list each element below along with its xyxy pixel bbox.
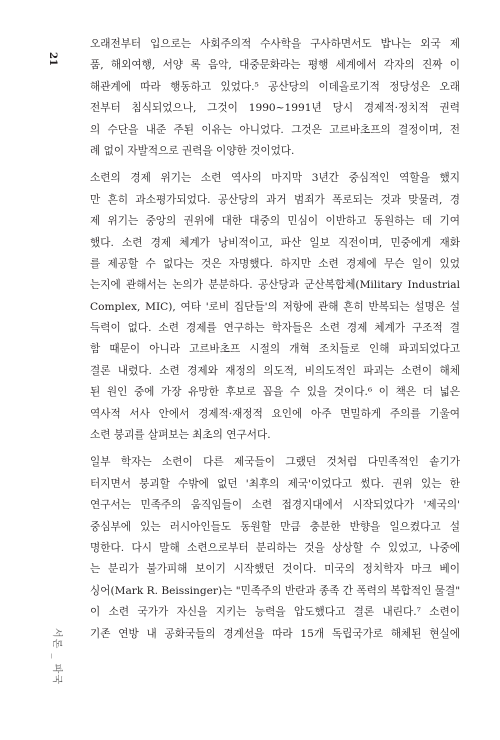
text-line: 싱어(Mark R. Beissinger)는 "민족주의 반란과 종족 간 폭력의 복합적인 물결"	[90, 584, 460, 597]
text-line: 결론 내렸다. 소련 경제와 재정의 의도적, 비의도적인 파괴는 소련이 해체	[90, 364, 460, 377]
text-line: 소련의 경제 위기는 소련 역사의 마지막 3년간 중심적인 역할을 했지	[90, 172, 460, 185]
text-line: 해관계에 따라 행동하고 있었다.⁵ 공산당의 이데올로기적 정당성은 오래	[90, 80, 460, 93]
text-line: 의 수단을 내준 주된 이유는 아니었다. 그것은 고르바초프의 결정이며, 전	[90, 123, 460, 136]
text-line: 일부 학자는 소련이 다른 제국들이 그랬던 것처럼 다민족적인 솥기가	[90, 456, 460, 469]
text-line: 기존 연방 내 공화국들의 경계선을 따라 15개 독립국가로 해체된 현실에	[90, 627, 460, 640]
body-text	[90, 34, 460, 645]
text-line: 득력이 없다. 소련 경제를 연구하는 학자들은 소련 경제 체계가 구조적 결	[90, 322, 460, 335]
paragraph-1	[90, 34, 460, 162]
text-line: 제 위기는 중앙의 권위에 대한 대중의 민심이 이반하고 동원하는 데 기여	[90, 215, 460, 228]
text-line: 연구서는 민족주의 움직임들이 소련 접경지대에서 시작되었다가 '제국의'	[90, 499, 460, 512]
text-line: 중심부에 있는 러시아인들도 동원할 만큼 충분한 반향을 일으켰다고 설	[90, 520, 460, 533]
running-head: 서론 _ 파국	[51, 628, 62, 685]
text-line: 오래전부터 입으로는 사회주의적 수사학을 구사하면서도 밥나는 외국 제	[90, 38, 460, 50]
text-line: 역사적 서사 안에서 경제적·재정적 요인에 아주 면밀하게 주의를 기울여	[90, 407, 460, 420]
text-line: 는지에 관해서는 논의가 분분하다. 공산당과 군산복합체(Military Industrial	[90, 279, 460, 292]
text-line: 례 없이 자발적으로 권력을 이양한 것이었다.	[90, 144, 295, 157]
text-line: 터지면서 붕괴할 수밖에 없던 '최후의 제국'이었다고 썼다. 권위 있는 한	[90, 477, 460, 490]
paragraph-3	[90, 452, 460, 645]
text-line: 만 흔히 과소평가되었다. 공산당의 과거 범죄가 폭로되는 것과 맞물려, 경	[90, 193, 460, 206]
text-line: 함 때문이 아니라 고르바초프 시절의 개혁 조치들로 인해 파괴되었다고	[90, 343, 460, 356]
page-number: 21	[47, 52, 58, 66]
text-line: 품, 해외여행, 서양 록 음악, 대중문화라는 평행 세계에서 각자의 진짜 이	[90, 59, 460, 72]
text-line: 전부터 침식되었으나, 그것이 1990~1991년 당시 경제적·정치적 권력	[90, 102, 460, 115]
text-line: 소련 붕괴를 살펴보는 최초의 연구서다.	[90, 429, 271, 442]
text-line: 는 분리가 불가피해 보이기 시작했던 것이다. 미국의 정치학자 마크 베이	[90, 563, 460, 576]
text-line: 이 소련 국가가 자신을 지키는 능력을 압도했다고 결론 내린다.⁷ 소련이	[90, 606, 460, 619]
text-line: 를 제공할 수 없다는 것은 자명했다. 하지만 소련 경제에 무슨 일이 있었	[90, 257, 460, 270]
text-line: 명한다. 다시 말해 소련으로부터 분리하는 것을 상상할 수 있었고, 나중에	[90, 541, 460, 554]
text-line: Complex, MIC), 여타 '로비 집단들'의 저항에 관해 흔히 반복되는 설명은 설	[90, 300, 460, 313]
text-line: 된 원인 중에 가장 유망한 후보로 꼽을 수 있을 것이다.⁶ 이 책은 더 넓은	[90, 386, 460, 399]
paragraph-2	[90, 168, 460, 446]
text-line: 했다. 소련 경제 체계가 낭비적이고, 파산 일보 직전이며, 민중에게 재화	[90, 236, 460, 249]
